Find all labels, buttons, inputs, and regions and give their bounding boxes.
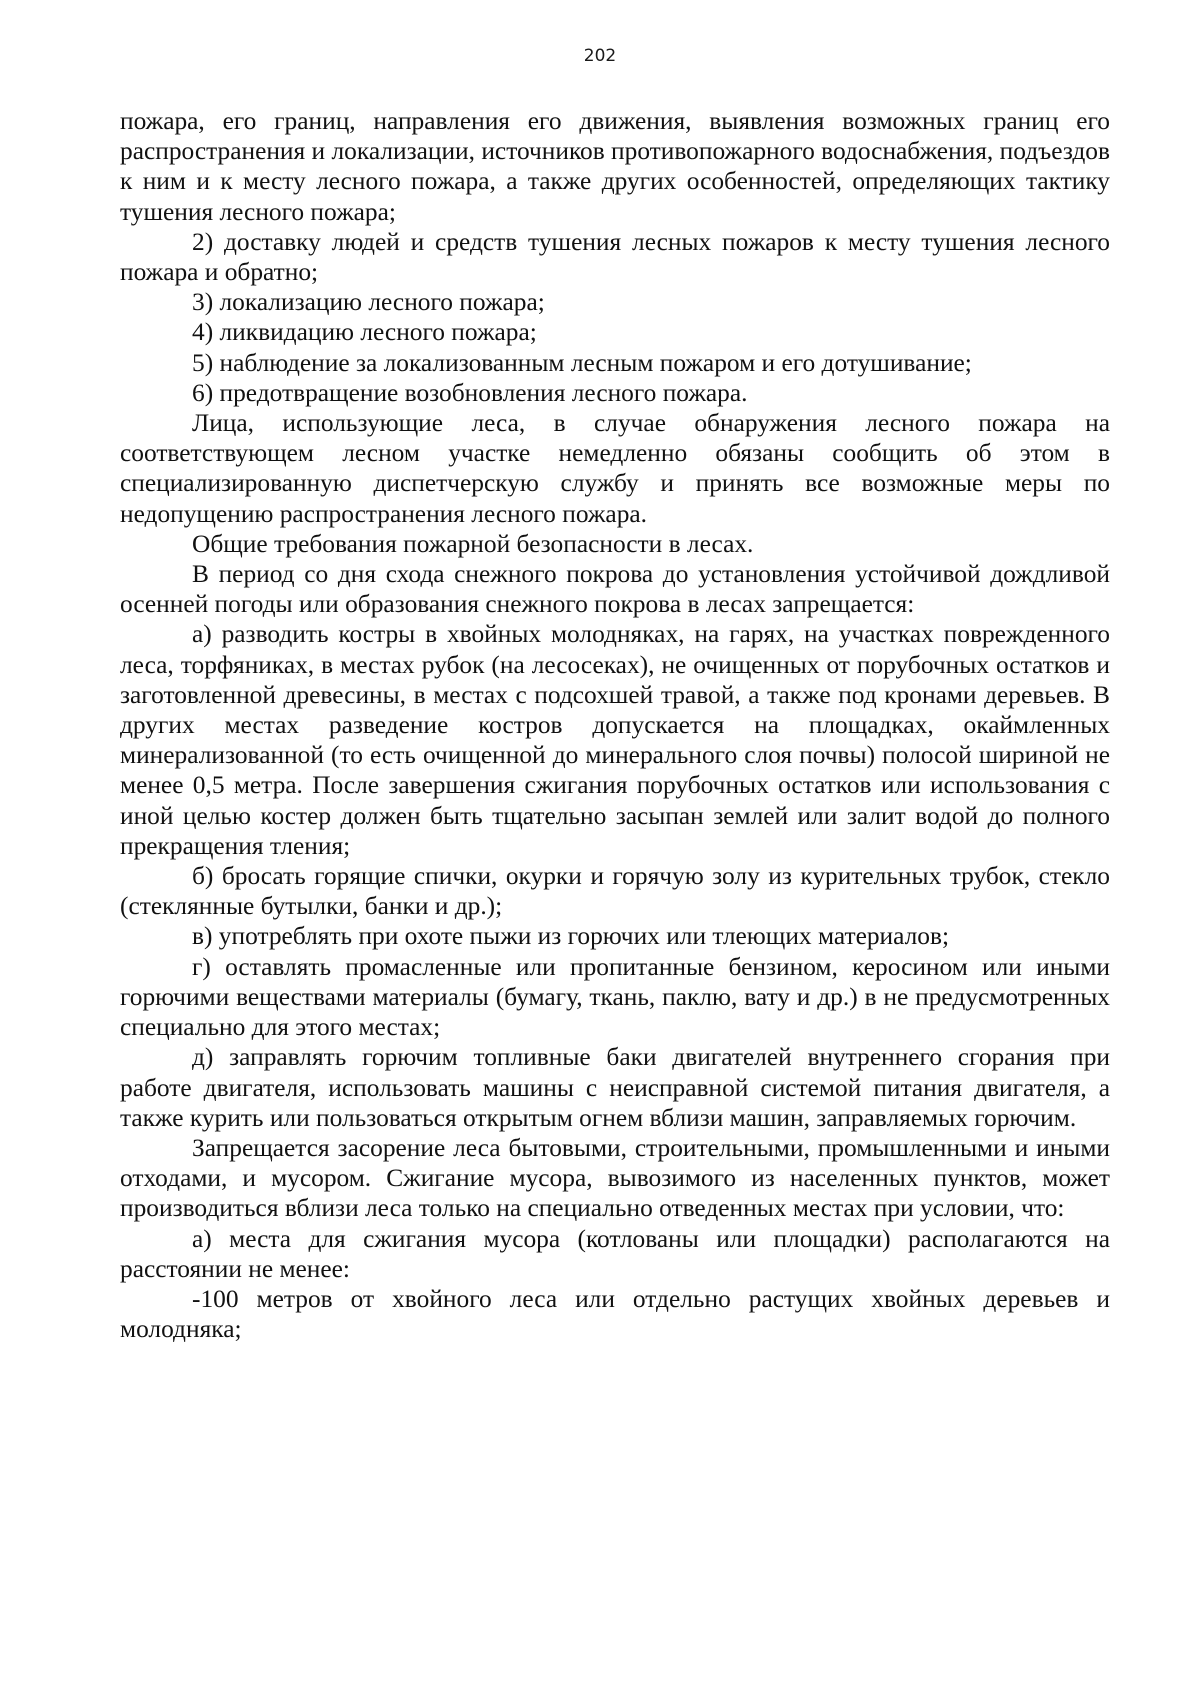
list-item-6: 6) предотвращение возобновления лесного пожара. bbox=[192, 378, 748, 407]
list-item-4: 4) ликвидацию лесного пожара; bbox=[192, 318, 537, 347]
paragraph-waste-prohibition: Запрещается засорение леса бытовыми, строительными, промышленными и иными отходами, и мусором. Сжигание мусора, вывозимого из населенных пунктов, может производиться вблизи леса только на специально отведенных местах при условии, что: bbox=[120, 1133, 1110, 1223]
list-item-a-burning-sites: а) места для сжигания мусора (котлованы или площадки) располагаются на расстоянии не менее: bbox=[120, 1224, 1110, 1283]
list-item-5: 5) наблюдение за локализованным лесным пожаром и его дотушивание; bbox=[192, 348, 972, 377]
paragraph-continuation: пожара, его границ, направления его движения, выявления возможных границ его распространения и локализации, источников противопожарного водоснабжения, подъездов к ним и к месту лесного пожара, а также других особенностей, определяющих тактику тушения лесного пожара; bbox=[120, 107, 1110, 226]
list-item-a-campfires: а) разводить костры в хвойных молодняках, на гарях, на участках поврежденного леса, торфяниках, в местах рубок (на лесосеках), не очищенных от порубочных остатков и заготовленной древесины, в местах с подсохшей травой, а также под кронами деревьев. В других местах разведение костров допускается на площадках, окаймленных минерализованной (то есть очищенной до минерального слоя почвы) полосой шириной не менее 0,5 метра. После завершения сжигания порубочных остатков или использования с иной целью костер должен быть тщательно засыпан землей или залит водой до полного прекращения тления; bbox=[120, 620, 1110, 860]
list-item-g-oily-materials: г) оставлять промасленные или пропитанные бензином, керосином или иными горючими веществами материалы (бумагу, ткань, паклю, вату и др.) в не предусмотренных специально для этого местах; bbox=[120, 952, 1110, 1042]
paragraph-prohibition-period: В период со дня схода снежного покрова до установления устойчивой дождливой осенней погоды или образования снежного покрова в лесах запрещается: bbox=[120, 560, 1110, 619]
list-item-b-matches: б) бросать горящие спички, окурки и горячую золу из курительных трубок, стекло (стеклянные бутылки, банки и др.); bbox=[120, 862, 1110, 921]
list-item-v-hunting: в) употреблять при охоте пыжи из горючих или тлеющих материалов; bbox=[192, 922, 950, 951]
document-body bbox=[120, 106, 1110, 1344]
list-item-2: 2) доставку людей и средств тушения лесных пожаров к месту тушения лесного пожара и обратно; bbox=[120, 227, 1110, 287]
section-heading-general-requirements: Общие требования пожарной безопасности в лесах. bbox=[192, 529, 754, 558]
list-item-d-refueling: д) заправлять горючим топливные баки двигателей внутреннего сгорания при работе двигателя, использовать машины с неисправной системой питания двигателя, а также курить или пользоваться открытым огнем вблизи машин, заправляемых горючим. bbox=[120, 1043, 1110, 1132]
list-item-3: 3) локализацию лесного пожара; bbox=[192, 288, 545, 317]
list-item-distance-100m: -100 метров от хвойного леса или отдельно растущих хвойных деревьев и молодняка; bbox=[120, 1284, 1110, 1344]
page-number: 202 bbox=[583, 46, 617, 66]
paragraph-forest-users: Лица, использующие леса, в случае обнаружения лесного пожара на соответствующем лесном участке немедленно обязаны сообщить об этом в специализированную диспетчерскую службу и принять все возможные меры по недопущению распространения лесного пожара. bbox=[120, 409, 1110, 528]
